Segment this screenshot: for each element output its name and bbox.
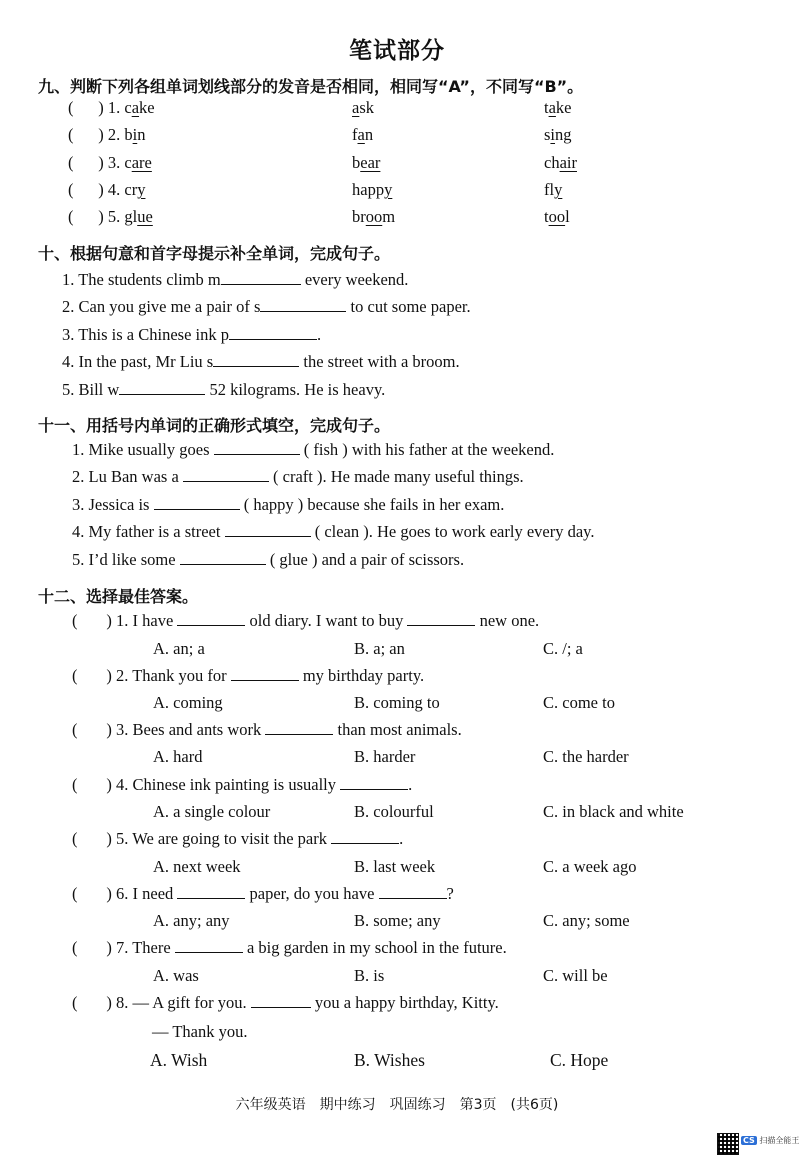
qr-code-icon [717, 1133, 739, 1155]
answer-blank [175, 938, 243, 953]
answer-blank [177, 611, 245, 626]
answer-paren[interactable]: ( ) [72, 993, 112, 1012]
answer-blank[interactable] [221, 270, 301, 285]
answer-blank [177, 884, 245, 899]
item-number: 1. [107, 98, 121, 117]
item-number: 4. [107, 180, 121, 199]
answer-blank[interactable] [180, 550, 266, 565]
option-b[interactable]: B. coming to [354, 693, 440, 712]
word: bear [352, 153, 381, 172]
s10-item: 1. The students climb m every weekend. [62, 270, 409, 289]
answer-blank[interactable] [225, 522, 311, 537]
answer-blank[interactable] [260, 297, 346, 312]
word: happy [352, 180, 393, 199]
s10-item: 5. Bill w 52 kilograms. He is heavy. [62, 380, 386, 399]
item-number: 5. [107, 207, 121, 226]
mc-question: ( ) 8. — A gift for you. you a happy birthday, Kitty. [72, 993, 499, 1012]
answer-blank[interactable] [183, 467, 269, 482]
option-b[interactable]: B. is [354, 966, 385, 985]
option-b[interactable]: B. a; an [354, 639, 405, 658]
option-a[interactable]: A. was [153, 966, 199, 985]
answer-blank [340, 775, 408, 790]
mc-question: ( ) 6. I need paper, do you have ? [72, 884, 454, 903]
s9-row [68, 207, 153, 227]
option-b[interactable]: B. last week [354, 857, 436, 876]
answer-blank [251, 993, 311, 1008]
option-b[interactable]: B. harder [354, 747, 416, 766]
s11-item: 3. Jessica is ( happy ) because she fails in her exam. [72, 495, 505, 514]
word: cake [124, 98, 155, 117]
mc-question: ( ) 2. Thank you for my birthday party. [72, 666, 425, 685]
answer-blank [331, 829, 399, 844]
option-a[interactable]: A. coming [153, 693, 223, 712]
option-b[interactable]: B. Wishes [354, 1050, 425, 1070]
answer-blank [407, 611, 475, 626]
s10-item: 2. Can you give me a pair of s to cut some paper. [62, 297, 471, 316]
s10-item: 4. In the past, Mr Liu s the street with a broom. [62, 352, 460, 371]
s9-row [68, 180, 145, 200]
mc-question: ( ) 7. There a big garden in my school in the future. [72, 938, 507, 957]
option-c[interactable]: C. in black and white [543, 802, 684, 821]
s11-item: 4. My father is a street ( clean ). He goes to work early every day. [72, 522, 595, 541]
answer-blank[interactable] [213, 352, 299, 367]
answer-paren[interactable]: ( ) [72, 775, 112, 794]
answer-blank[interactable] [229, 325, 317, 340]
word: bin [124, 125, 146, 144]
page-title: 笔试部分 [349, 38, 445, 64]
word: cry [124, 180, 146, 199]
word: glue [124, 207, 153, 226]
option-c[interactable]: C. Hope [550, 1050, 609, 1070]
s10-item: 3. This is a Chinese ink p . [62, 325, 322, 344]
mc-question: ( ) 3. Bees and ants work than most animals. [72, 720, 462, 739]
option-c[interactable]: C. any; some [543, 911, 630, 930]
s11-item: 5. I’d like some ( glue ) and a pair of scissors. [72, 550, 465, 569]
answer-paren[interactable]: ( ) [72, 611, 112, 630]
option-a[interactable]: A. an; a [153, 639, 205, 658]
answer-blank[interactable] [214, 440, 300, 455]
dialogue-reply: — Thank you. [152, 1022, 248, 1041]
answer-paren[interactable]: ( ) [68, 207, 104, 226]
mc-question: ( ) 5. We are going to visit the park . [72, 829, 404, 848]
answer-paren[interactable]: ( ) [68, 180, 104, 199]
word: sing [544, 125, 572, 144]
mc-question: ( ) 4. Chinese ink painting is usually . [72, 775, 413, 794]
s11-item: 2. Lu Ban was a ( craft ). He made many useful things. [72, 467, 524, 486]
option-b[interactable]: B. colourful [354, 802, 434, 821]
answer-paren[interactable]: ( ) [72, 829, 112, 848]
s9-row [68, 153, 152, 173]
option-c[interactable]: C. the harder [543, 747, 629, 766]
word: fan [352, 125, 374, 144]
section-12-heading: 十二、选择最佳答案。 [38, 587, 199, 606]
word: care [124, 153, 152, 172]
word: broom [352, 207, 396, 226]
answer-blank [231, 666, 299, 681]
word: ask [352, 98, 374, 117]
answer-paren[interactable]: ( ) [68, 98, 104, 117]
answer-blank[interactable] [119, 380, 205, 395]
answer-paren[interactable]: ( ) [68, 153, 104, 172]
word: tool [544, 207, 570, 226]
word: chair [544, 153, 577, 172]
option-c[interactable]: C. come to [543, 693, 615, 712]
word: fly [544, 180, 563, 199]
option-a[interactable]: A. any; any [153, 911, 230, 930]
option-b[interactable]: B. some; any [354, 911, 441, 930]
word: take [544, 98, 572, 117]
section-10-heading: 十、根据句意和首字母提示补全单词，完成句子。 [38, 244, 391, 263]
item-number: 2. [107, 125, 121, 144]
answer-paren[interactable]: ( ) [72, 938, 112, 957]
option-a[interactable]: A. Wish [150, 1050, 208, 1070]
answer-blank [379, 884, 447, 899]
option-c[interactable]: C. will be [543, 966, 608, 985]
item-number: 3. [107, 153, 121, 172]
s11-item: 1. Mike usually goes ( fish ) with his father at the weekend. [72, 440, 555, 459]
scanner-logo: CS 扫描全能王 [743, 1136, 799, 1145]
answer-paren[interactable]: ( ) [68, 125, 104, 144]
cs-logo-icon: CS [743, 1136, 755, 1145]
page-footer: 六年级英语 期中练习 巩固练习 第3页 (共6页) [235, 1097, 559, 1113]
s9-row [68, 125, 145, 145]
option-c[interactable]: C. a week ago [543, 857, 637, 876]
answer-blank[interactable] [154, 495, 240, 510]
option-a[interactable]: A. hard [153, 747, 203, 766]
answer-paren[interactable]: ( ) [72, 720, 112, 739]
option-a[interactable]: A. next week [153, 857, 241, 876]
answer-blank [265, 720, 333, 735]
s9-row [68, 98, 155, 118]
answer-paren[interactable]: ( ) [72, 884, 112, 903]
mc-question: ( ) 1. I have old diary. I want to buy new one. [72, 611, 540, 630]
option-c[interactable]: C. /; a [543, 639, 583, 658]
answer-paren[interactable]: ( ) [72, 666, 112, 685]
section-9-heading: 九、判断下列各组单词划线部分的发音是否相同，相同写“A”，不同写“B”。 [38, 77, 584, 96]
option-a[interactable]: A. a single colour [153, 802, 271, 821]
section-11-heading: 十一、用括号内单词的正确形式填空，完成句子。 [38, 416, 391, 435]
